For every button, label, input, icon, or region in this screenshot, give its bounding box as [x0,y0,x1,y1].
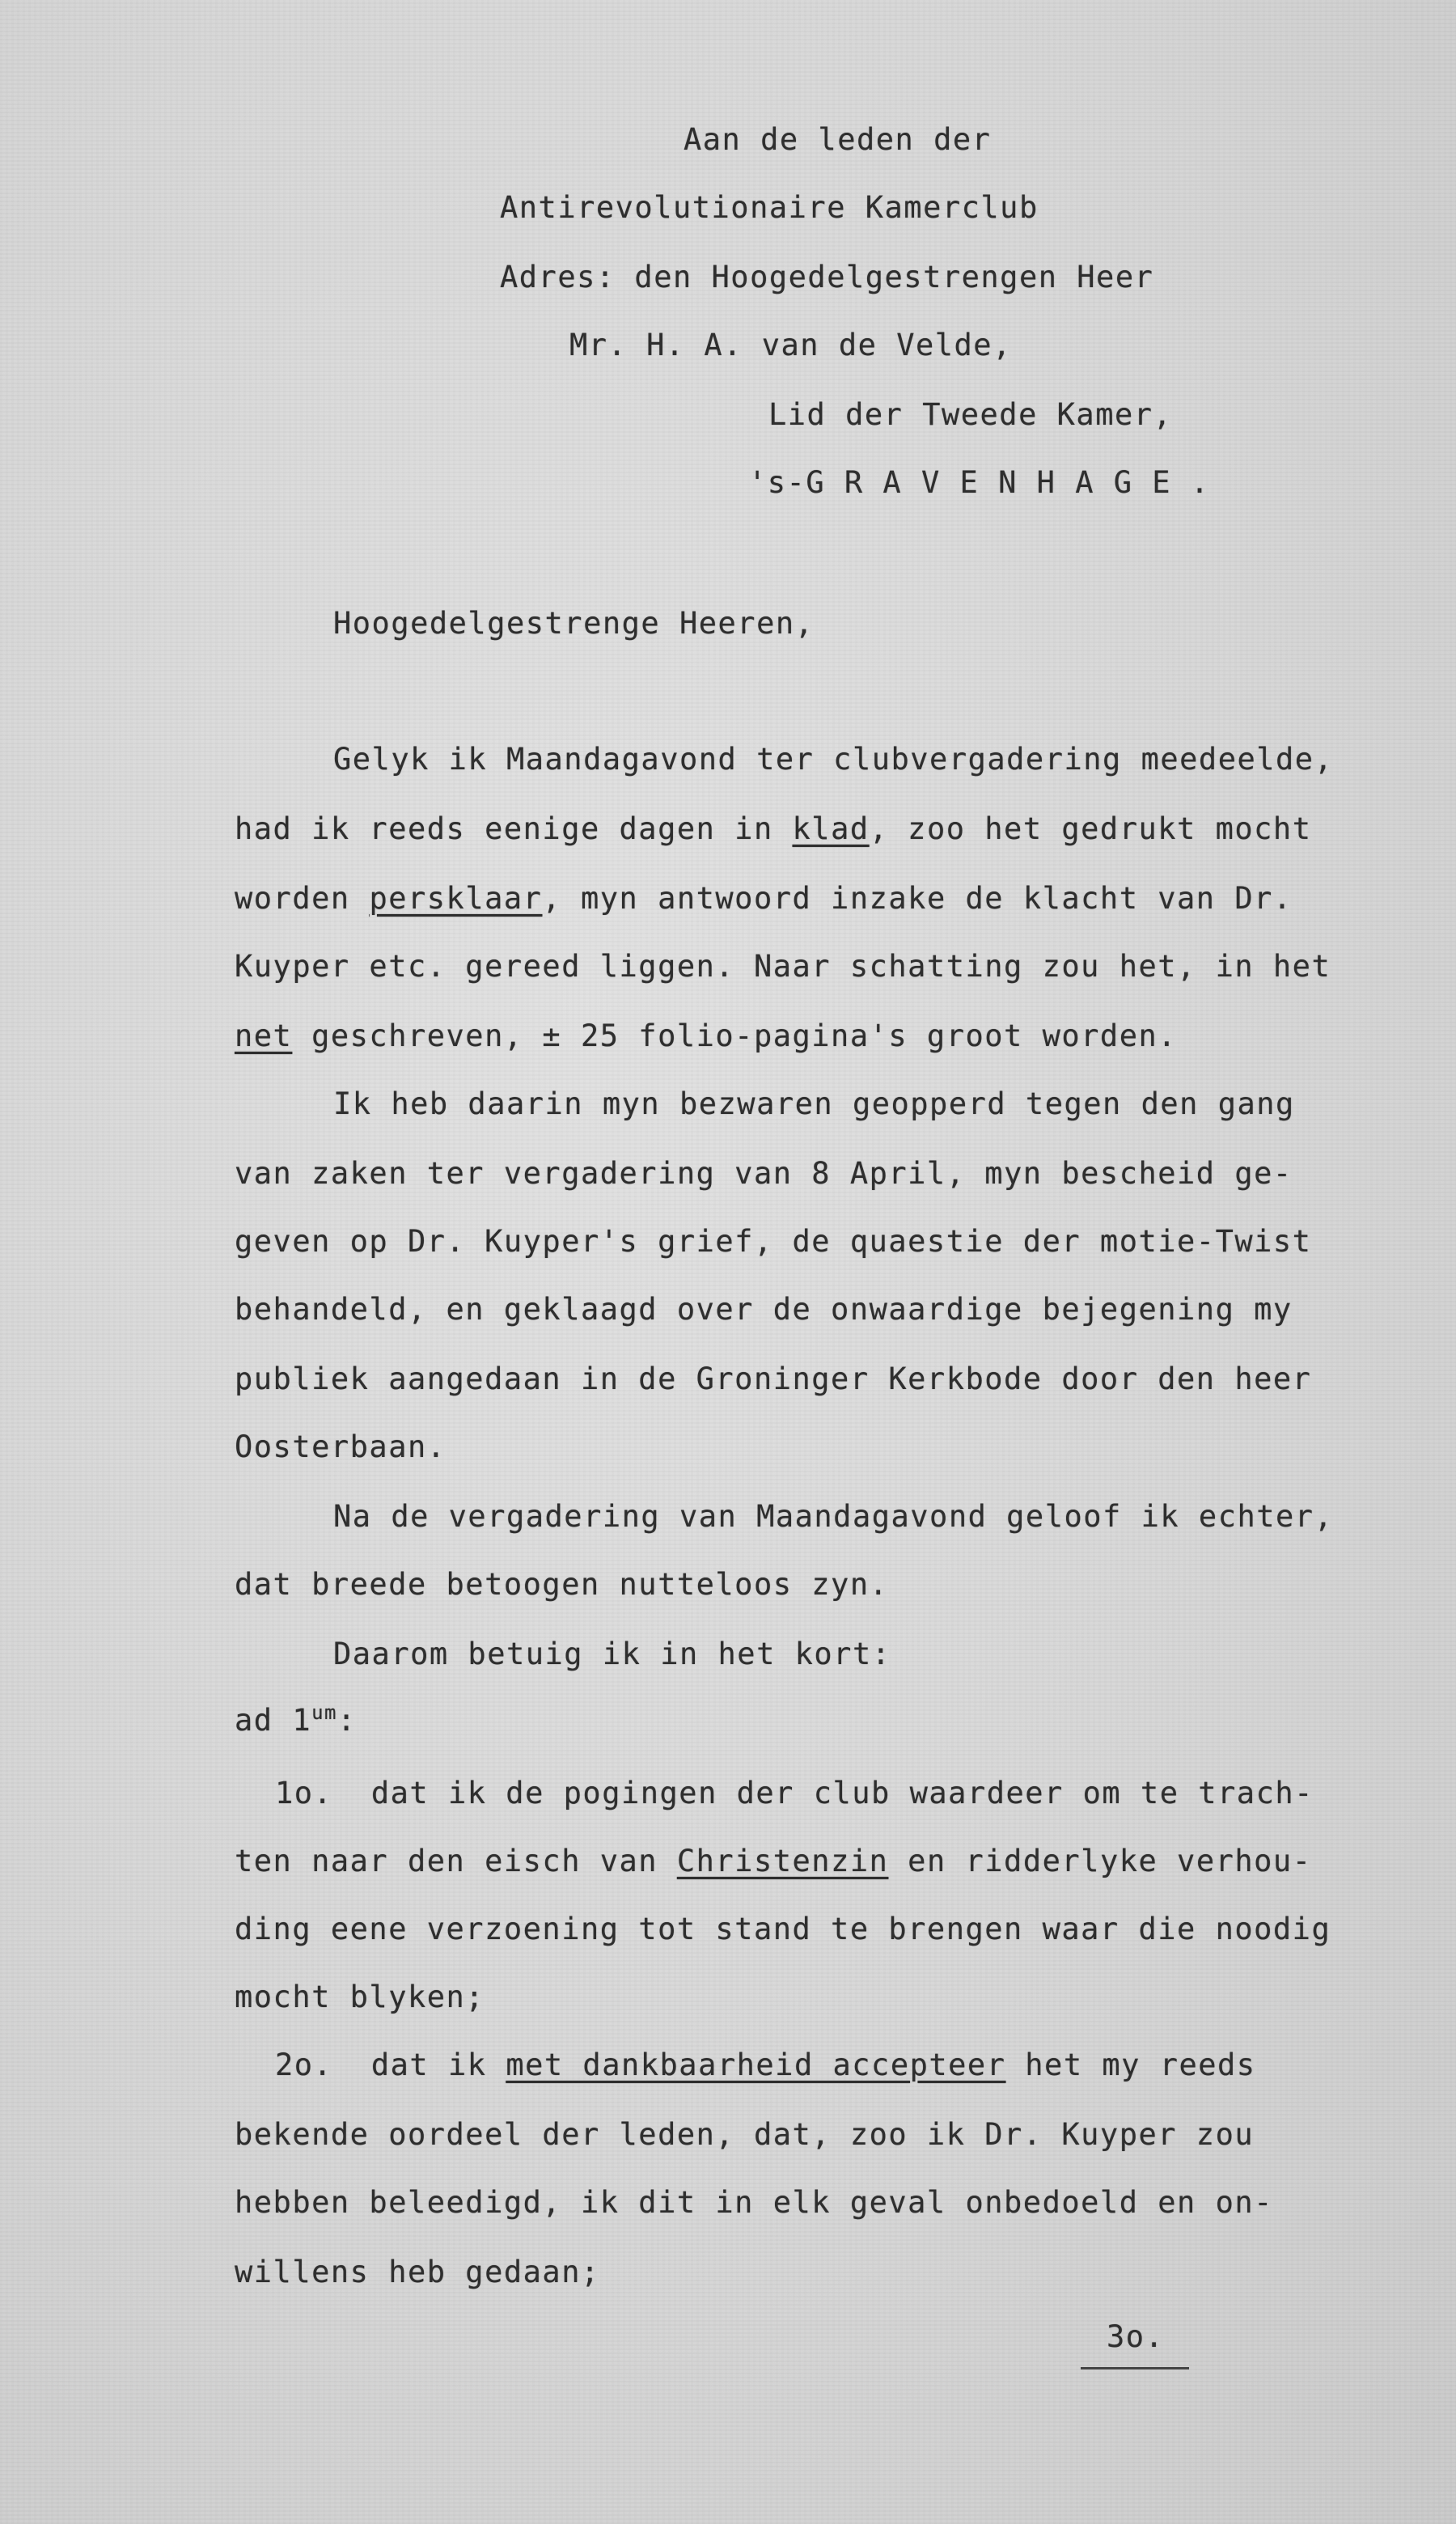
p3-line-1: Na de vergadering van Maandagavond geloof ik echter, [333,1499,1334,1534]
address-line-1: Aan de leden der [684,122,992,157]
p2-line-4: behandeld, en geklaagd over de onwaardige bejegening my [235,1292,1293,1327]
ad-primum-line: ad $1^{um}$: [235,1701,357,1738]
item1-line-4: mocht blyken; [235,1980,485,2014]
underlined-met-dankbaarheid: met dankbaarheid accepteer [506,2048,1006,2082]
address-line-6: 's-G R A V E N H A G E . [748,465,1210,500]
p2-line-5: publiek aangedaan in de Groninger Kerkbode door den heer [235,1362,1312,1396]
address-line-3: Adres: den Hoogedelgestrengen Heer [500,260,1154,294]
p1-line-1: Gelyk ik Maandagavond ter clubvergadering meedeelde, [333,742,1334,777]
address-line-4: Mr. H. A. van de Velde, [569,328,1012,362]
item2-line-2: bekende oordeel der leden, dat, zoo ik Dr. Kuyper zou [235,2117,1255,2152]
p3-line-2: dat breede betoogen nutteloos zyn. [235,1567,889,1602]
p2-line-3: geven op Dr. Kuyper's grief, de quaestie der motie-Twist [235,1224,1312,1259]
item1-line-3: ding eene verzoening tot stand te brengen waar die noodig [235,1912,1331,1946]
address-line-2: Antirevolutionaire Kamerclub [500,190,1039,225]
item2-line-4: willens heb gedaan; [235,2255,600,2289]
p1-line-4: Kuyper etc. gereed liggen. Naar schatting zou het, in het [235,949,1331,984]
item2-line-1: 2o. dat ik met dankbaarheid accepteer het my reeds [275,2048,1256,2082]
catchword: 3o. [1107,2319,1165,2354]
p1-line-2: had ik reeds eenige dagen in klad, zoo het gedrukt mocht [235,811,1312,846]
address-line-5: Lid der Tweede Kamer, [768,397,1173,432]
item2-line-3: hebben beleedigd, ik dit in elk geval onbedoeld en on- [235,2185,1273,2220]
p2-line-2: van zaken ter vergadering van 8 April, myn bescheid ge- [235,1156,1293,1191]
underlined-klad: klad [792,811,870,846]
item1-line-1: 1o. dat ik de pogingen der club waardeer om te trach- [275,1776,1314,1810]
catchword-rule [1081,2367,1189,2369]
p4-line-1: Daarom betuig ik in het kort: [333,1637,891,1671]
p2-line-6: Oosterbaan. [235,1429,447,1464]
p1-line-3: worden persklaar, myn antwoord inzake de klacht van Dr. [235,881,1293,916]
p2-line-1: Ik heb daarin myn bezwaren geopperd tegen den gang [333,1086,1295,1121]
underlined-christenzin: Christenzin [676,1844,889,1878]
superscript-um: um [311,1701,338,1724]
item1-line-2: ten naar den eisch van Christenzin en ridderlyke verhou- [235,1844,1312,1878]
underlined-net: net [235,1018,293,1053]
p1-line-5: net geschreven, ± 25 folio-pagina's groot worden. [235,1018,1178,1053]
salutation: Hoogedelgestrenge Heeren, [333,606,815,641]
underlined-persklaar: persklaar [369,881,543,916]
